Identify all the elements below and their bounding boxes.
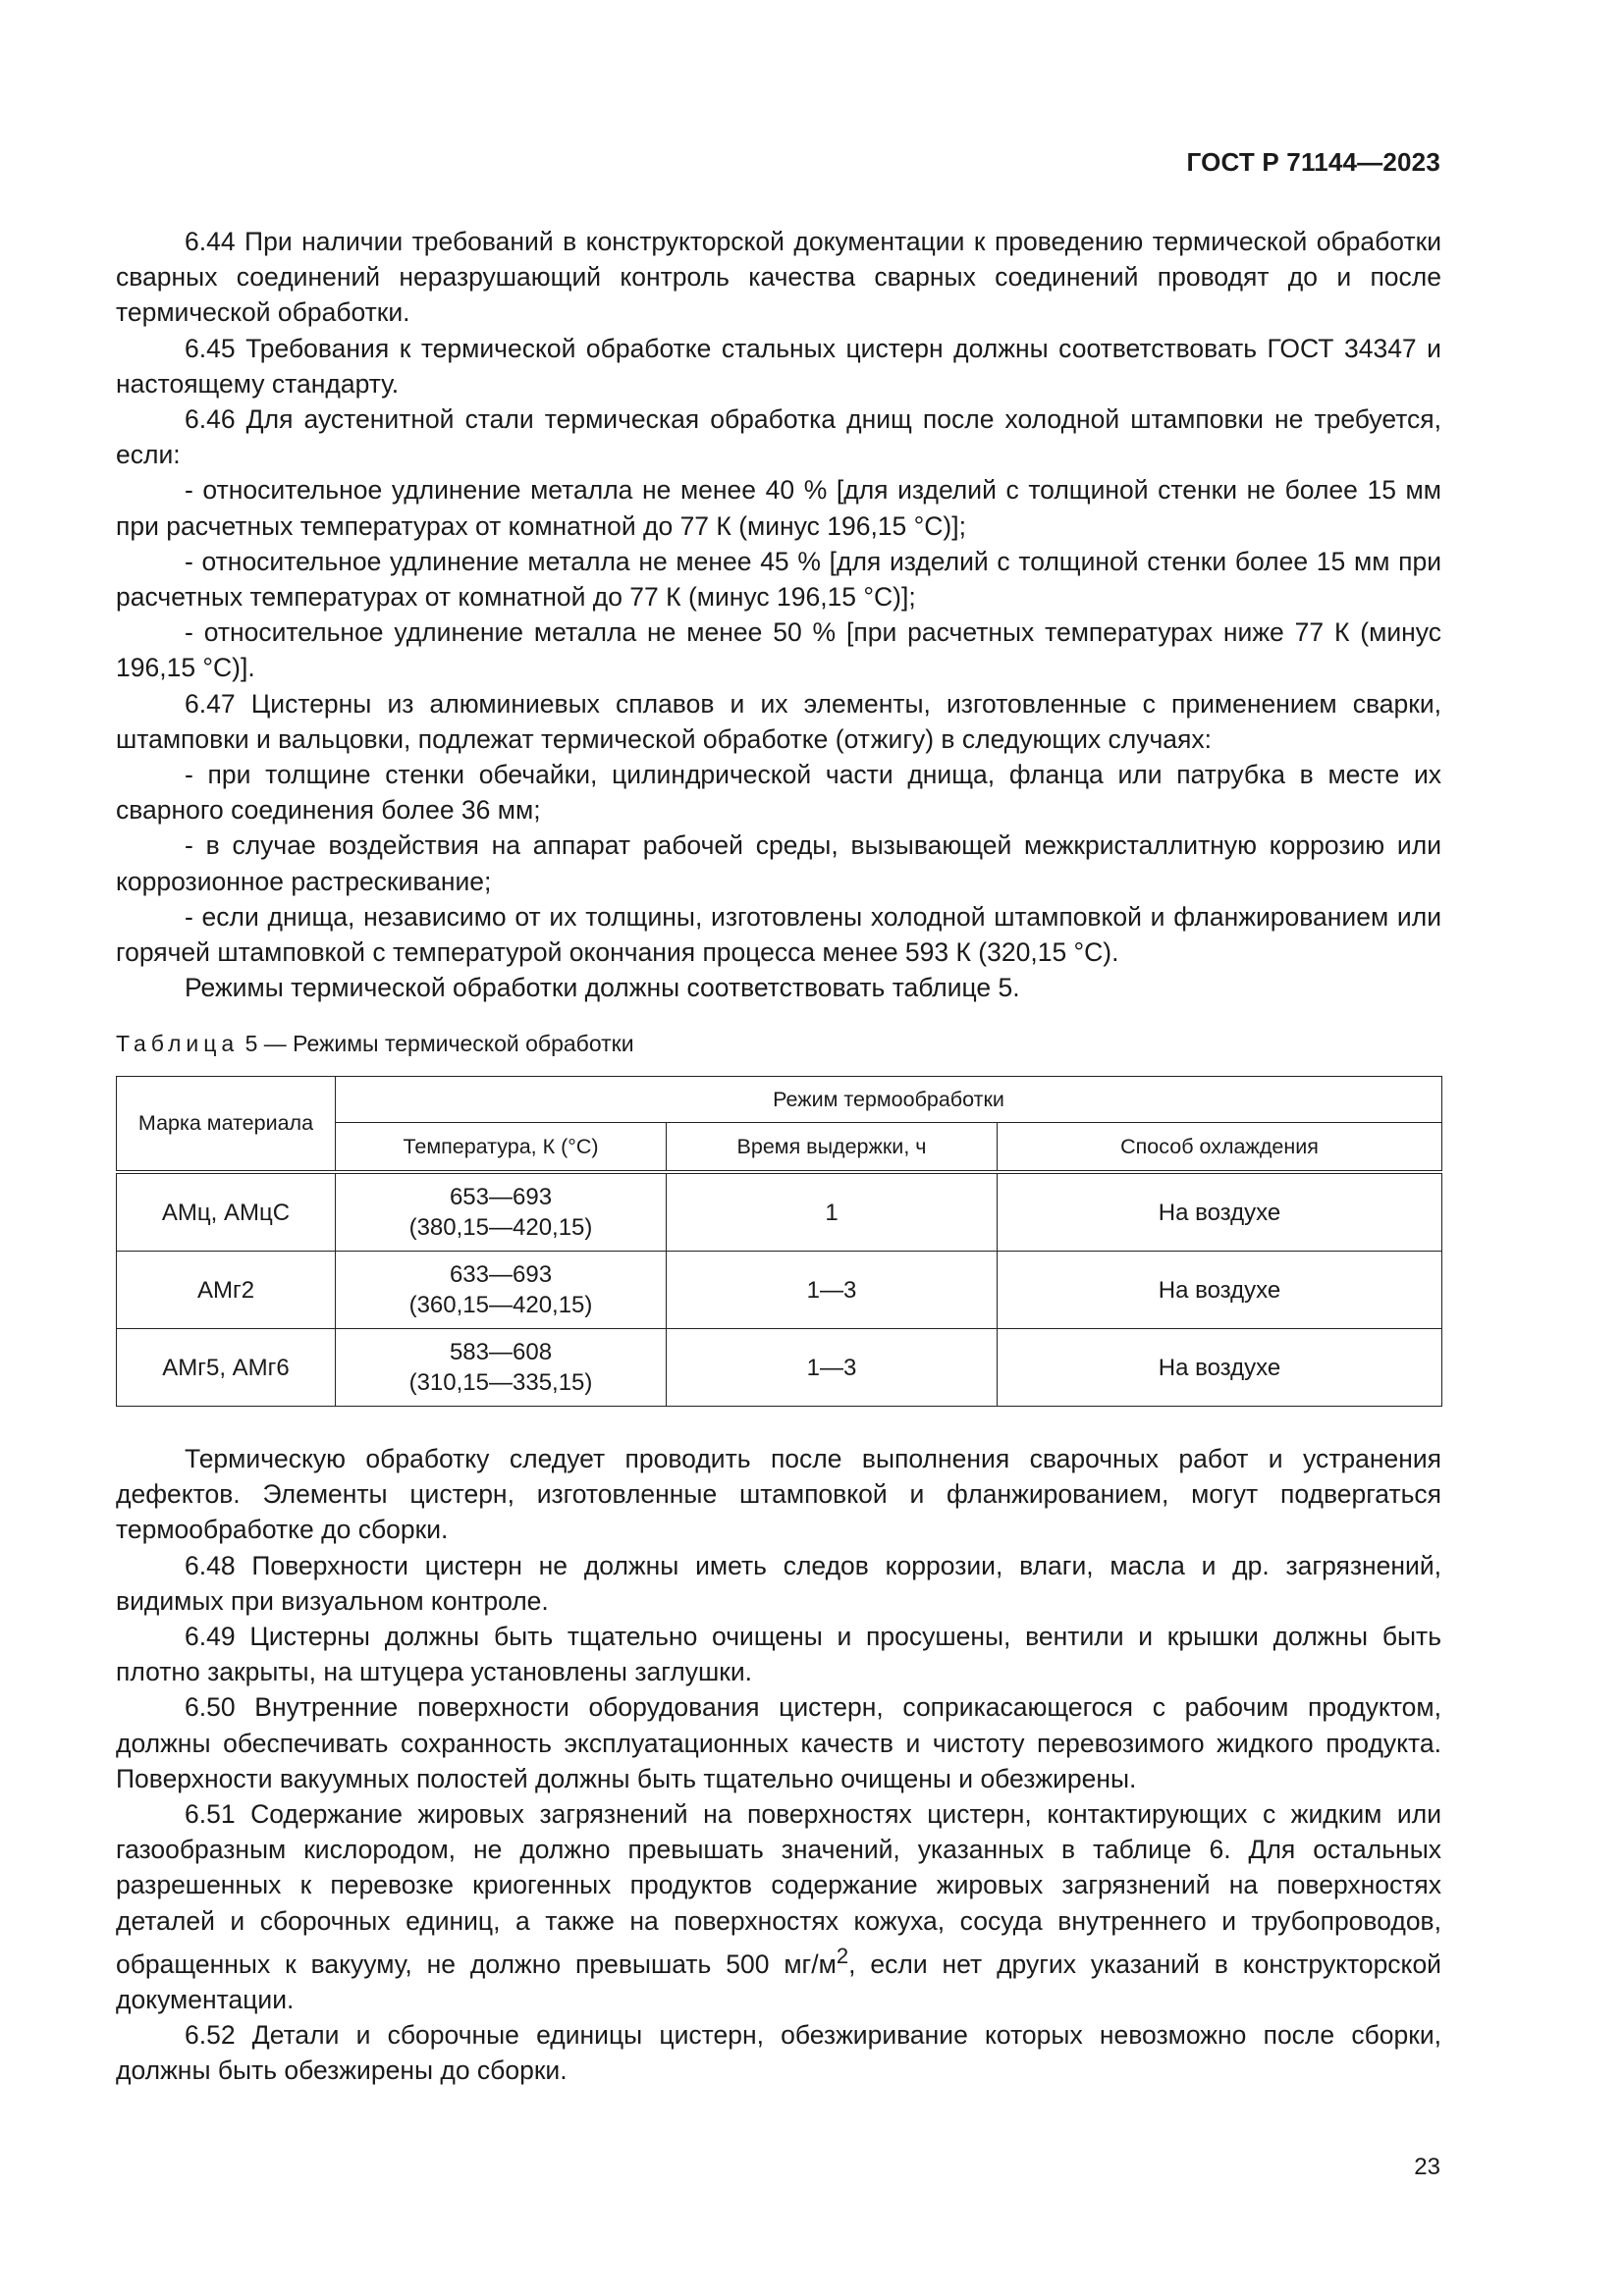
table-caption-label: Таблица xyxy=(116,1031,240,1056)
paragraph-6-44: 6.44 При наличии требований в конструкторской документации к проведению термической обработки сварных соединений неразрушающий контроль качества сварных соединений проводят до и после термической обработки. xyxy=(116,227,1441,328)
temperature-kelvin: 633—693 xyxy=(449,1261,553,1288)
header-holding-time: Время выдержки, ч xyxy=(667,1123,998,1173)
header-temperature: Температура, К (°С) xyxy=(336,1123,667,1173)
paragraph-table-reference: Режимы термической обработки должны соответствовать таблице 5. xyxy=(185,973,1020,1003)
cell-cooling-method: На воздухе xyxy=(998,1172,1442,1252)
heat-treatment-table xyxy=(116,1076,1442,1407)
table-row xyxy=(117,1172,1442,1252)
table-caption xyxy=(116,1031,634,1057)
paragraph-6-50: 6.50 Внутренние поверхности оборудования цистерн, соприкасающегося с рабочим продуктом, должны обеспечивать сохранность эксплуатационных качеств и чистоту перевозимого жидкого продукта. Поверхности вакуумных полостей должны быть тщательно очищены и обезжирены. xyxy=(116,1692,1441,1793)
paragraph-6-45: 6.45 Требования к термической обработке стальных цистерн должны соответствовать ГОСТ 34347 и настоящему стандарту. xyxy=(116,333,1441,399)
table-caption-title: 5 — Режимы термической обработки xyxy=(244,1031,634,1056)
list-item: - относительное удлинение металла не менее 50 % [при расчетных температурах ниже 77 К (минус 196,15 °С)]. xyxy=(116,617,1441,683)
cell-holding-time: 1—3 xyxy=(667,1329,998,1407)
paragraph-6-51-text: 6.51 Содержание жировых загрязнений на поверхностях цистерн, контактирующих с жидким или газообразным кислородом, не должно превышать значений, указанных в таблице 6. Для остальных разрешенных к перевозке криогенных продуктов содержание жировых загрязнений на поверхностях деталей и сборочных единиц, а также на поверхностях кожуха, сосуда внутреннего и трубопроводов, обращенных к вакууму, не должно превышать 500 мг/м xyxy=(116,1799,1441,1979)
temperature-celsius: (360,15—420,15) xyxy=(408,1292,593,1318)
page-number: 23 xyxy=(1414,2154,1440,2180)
list-item: - при толщине стенки обечайки, цилиндрической части днища, фланца или патрубка в месте их сварного соединения более 36 мм; xyxy=(116,760,1441,826)
cell-holding-time: 1—3 xyxy=(667,1252,998,1329)
cell-temperature xyxy=(336,1329,667,1407)
table-row xyxy=(117,1329,1442,1407)
document-header: ГОСТ Р 71144—2023 xyxy=(1186,147,1440,177)
paragraph-heat-treatment-order: Термическую обработку следует проводить после выполнения сварочных работ и устранения дефектов. Элементы цистерн, изготовленные штамповкой и фланжированием, могут подвергаться термообработке до сборки. xyxy=(116,1444,1441,1545)
paragraph-6-51 xyxy=(116,1796,1441,2017)
paragraph-6-52: 6.52 Детали и сборочные единицы цистерн, обезжиривание которых невозможно после сборки, должны быть обезжирены до сборки. xyxy=(116,2020,1441,2086)
list-item: - относительное удлинение металла не менее 45 % [для изделий с толщиной стенки более 15 мм при расчетных температурах от комнатной до 77 К (минус 196,15 °С)]; xyxy=(116,546,1441,613)
paragraph-6-48: 6.48 Поверхности цистерн не должны иметь следов коррозии, влаги, масла и др. загрязнений, видимых при визуальном контроле. xyxy=(116,1550,1441,1616)
list-item: - относительное удлинение металла не менее 40 % [для изделий с толщиной стенки не более 15 мм при расчетных температурах от комнатной до 77 К (минус 196,15 °С)]; xyxy=(116,475,1441,541)
superscript-exponent: 2 xyxy=(836,1943,849,1968)
list-item: - если днища, независимо от их толщины, изготовлены холодной штамповкой и фланжированием или горячей штамповкой с температурой окончания процесса менее 593 К (320,15 °С). xyxy=(116,901,1441,968)
cell-temperature xyxy=(336,1252,667,1329)
temperature-kelvin: 583—608 xyxy=(449,1339,553,1365)
paragraph-6-46: 6.46 Для аустенитной стали термическая обработка днищ после холодной штамповки не требуется, если: xyxy=(116,404,1441,470)
cell-material: АМц, АМцС xyxy=(117,1172,336,1252)
paragraph-6-51-tail: , если нет других указаний в конструкторской документации. xyxy=(116,1949,1441,2014)
cell-material: АМг2 xyxy=(117,1252,336,1329)
temperature-celsius: (310,15—335,15) xyxy=(408,1369,593,1396)
paragraph-6-49: 6.49 Цистерны должны быть тщательно очищены и просушены, вентили и крышки должны быть плотно закрыты, на штуцера установлены заглушки. xyxy=(116,1622,1441,1687)
section-after-table xyxy=(116,1441,1441,2088)
cell-material: АМг5, АМг6 xyxy=(117,1329,336,1407)
cell-temperature xyxy=(336,1172,667,1252)
header-material: Марка материала xyxy=(117,1077,336,1173)
cell-cooling-method: На воздухе xyxy=(998,1329,1442,1407)
table-row xyxy=(117,1252,1442,1329)
list-item: - в случае воздействия на аппарат рабочей среды, вызывающей межкристаллитную коррозию или коррозионное растрескивание; xyxy=(116,830,1441,896)
header-mode-group: Режим термообработки xyxy=(336,1077,1442,1123)
cell-holding-time: 1 xyxy=(667,1172,998,1252)
header-cooling-method: Способ охлаждения xyxy=(998,1123,1442,1173)
cell-cooling-method: На воздухе xyxy=(998,1252,1442,1329)
paragraph-6-47: 6.47 Цистерны из алюминиевых сплавов и их элементы, изготовленные с применением сварки, штамповки и вальцовки, подлежат термической обработке (отжигу) в следующих случаях: xyxy=(116,688,1441,754)
section-6-44-to-6-47 xyxy=(116,224,1441,1005)
temperature-kelvin: 653—693 xyxy=(449,1184,553,1210)
temperature-celsius: (380,15—420,15) xyxy=(408,1214,593,1241)
